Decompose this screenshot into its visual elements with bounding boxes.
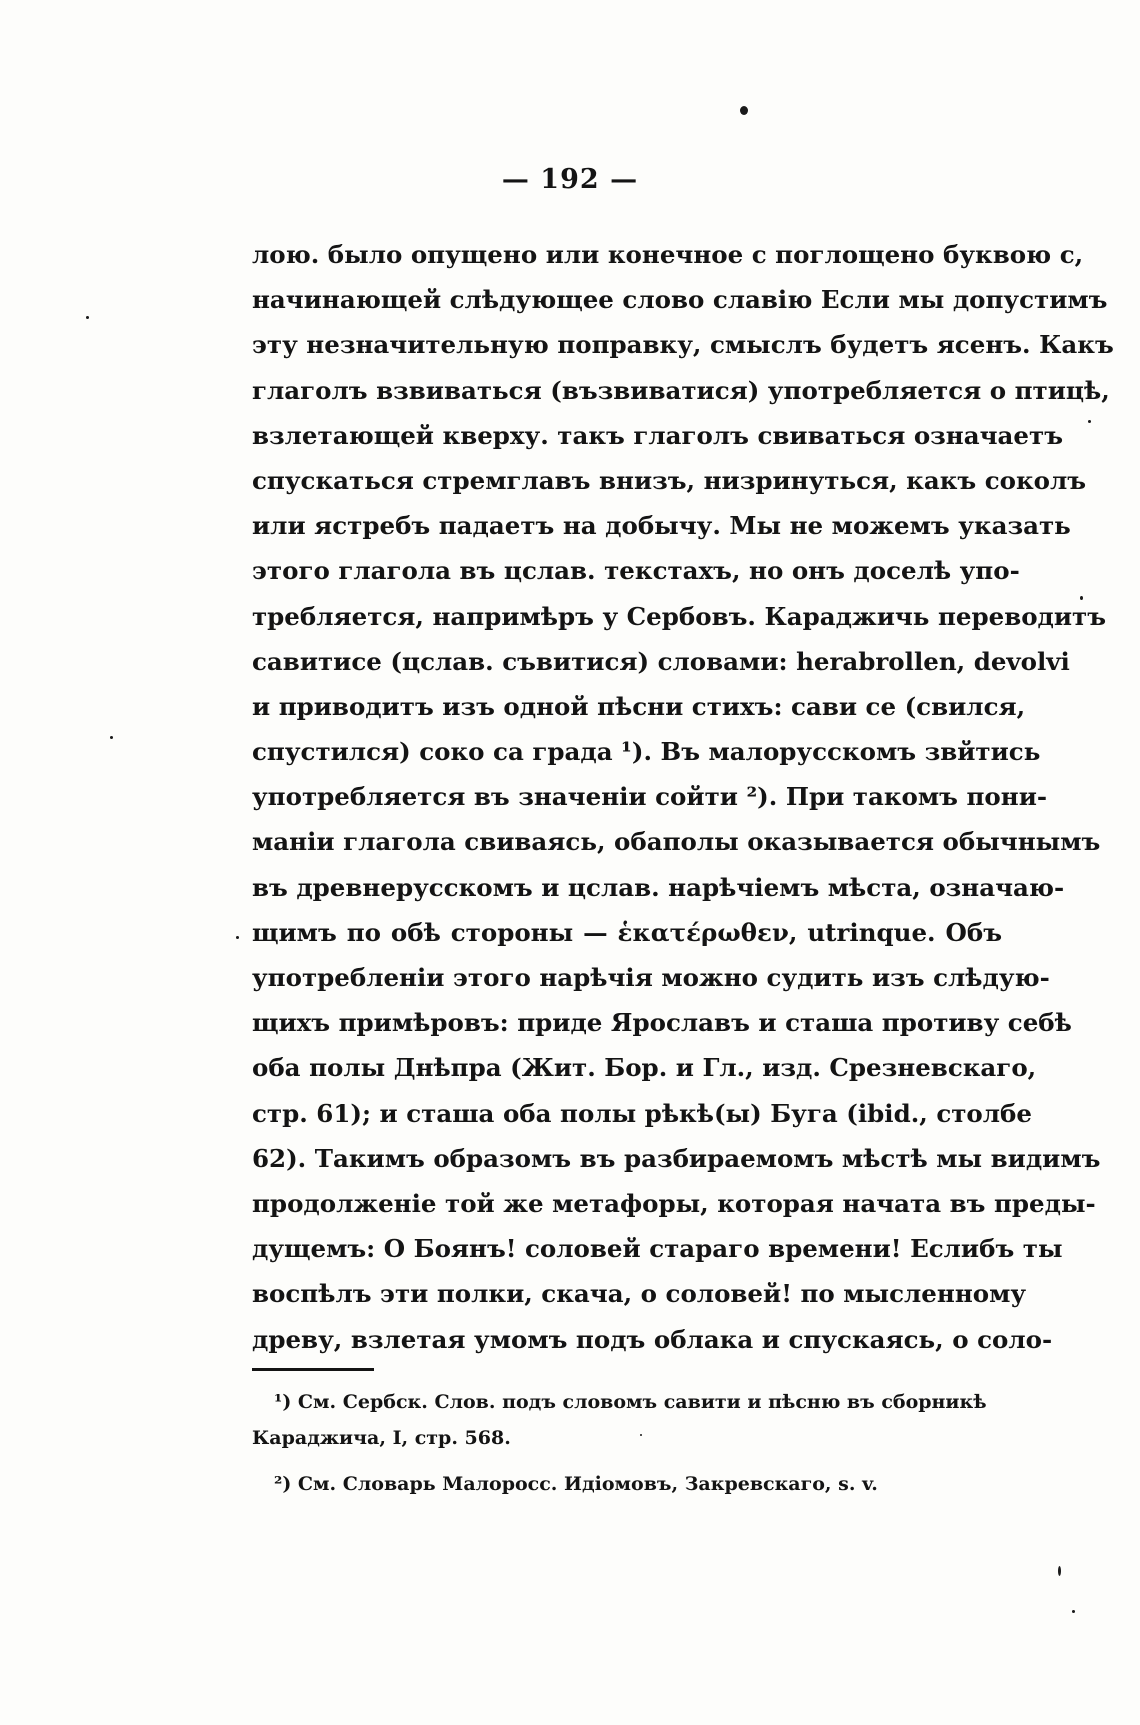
text-line: продолженіе той же метафоры, которая начата въ преды- (252, 1188, 1096, 1218)
text-line: спустился) соко са града ¹). Въ малорусскомъ звйтись (252, 737, 1041, 767)
scan-speck (1080, 596, 1083, 600)
text-line: щимъ по обѣ стороны — ἑκατέρωθεν, utrinque. Объ (252, 917, 1002, 947)
text-line: оба полы Днѣпра (Жит. Бор. и Гл., изд. Срезневскаго, (252, 1053, 1037, 1083)
text-line: этого глагола въ цслав. текстахъ, но онъ доселѣ упо- (252, 556, 1020, 586)
text-line: савитисе (цслав. съвитися) словами: herabrollen, devolvi (252, 646, 1070, 676)
scan-speck (1058, 1566, 1061, 1576)
page-number: — 192 — (501, 164, 639, 195)
text-line: дущемъ: О Боянъ! соловей стараго времени! Еслибъ ты (252, 1234, 1063, 1264)
text-line: маніи глагола свиваясь, обаполы оказывается обычнымъ (252, 827, 1101, 857)
text-line: древу, взлетая умомъ подъ облака и спускаясь, о соло- (252, 1324, 1053, 1354)
body-text (252, 232, 1114, 1362)
scan-speck (110, 736, 113, 739)
text-line: стр. 61); и сташа оба полы рѣкѣ(ы) Буга (ibid., столбе (252, 1098, 1032, 1128)
scan-speck (640, 1434, 642, 1436)
footnote-2-line-1: ²) См. Словарь Малоросс. Идіомовъ, Закревскаго, s. v. (274, 1473, 878, 1495)
text-line: и приводитъ изъ одной пѣсни стихъ: сави се (свился, (252, 691, 1026, 721)
scan-speck (86, 316, 89, 319)
footnote-divider (252, 1368, 374, 1371)
text-line: требляется, напримѣръ у Сербовъ. Караджичь переводитъ (252, 601, 1107, 631)
text-line: щихъ примѣровъ: приде Ярославъ и сташа противу себѣ (252, 1008, 1072, 1038)
text-line: начинающей слѣдующее слово славію Если мы допустимъ (252, 285, 1108, 315)
footnote-1-line-1: ¹) См. Сербск. Слов. подъ словомъ савити и пѣсню въ сборникѣ (274, 1391, 987, 1413)
text-line: спускаться стремглавъ внизъ, низринуться, какъ соколъ (252, 465, 1087, 495)
text-line: глаголъ взвиваться (възвиватися) употребляется о птицѣ, (252, 375, 1110, 405)
footnotes (252, 1384, 1002, 1502)
footnote-1-line-2: Караджича, I, стр. 568. (252, 1427, 511, 1449)
scan-speck (1088, 420, 1091, 423)
scan-speck (1072, 1610, 1075, 1613)
scan-speck (740, 106, 748, 115)
text-line: взлетающей кверху. такъ глаголъ свиваться означаетъ (252, 420, 1063, 450)
text-line: эту незначительную поправку, смыслъ будетъ ясенъ. Какъ (252, 330, 1114, 360)
text-line: или ястребъ падаетъ на добычу. Мы не можемъ указать (252, 511, 1071, 541)
text-line: употребляется въ значеніи сойти ²). При такомъ пони- (252, 782, 1048, 812)
text-line: лою. было опущено или конечное с поглощено буквою с, (252, 240, 1084, 269)
text-line: въ древнерусскомъ и цслав. нарѣчіемъ мѣста, означаю- (252, 872, 1065, 902)
text-line: употребленіи этого нарѣчія можно судить изъ слѣдую- (252, 963, 1050, 992)
scan-speck (236, 936, 239, 939)
footnote-spacer (252, 1456, 1002, 1466)
text-line: 62). Такимъ образомъ въ разбираемомъ мѣстѣ мы видимъ (252, 1143, 1101, 1173)
text-line: воспѣлъ эти полки, скача, о соловей! по мысленному (252, 1279, 1027, 1309)
